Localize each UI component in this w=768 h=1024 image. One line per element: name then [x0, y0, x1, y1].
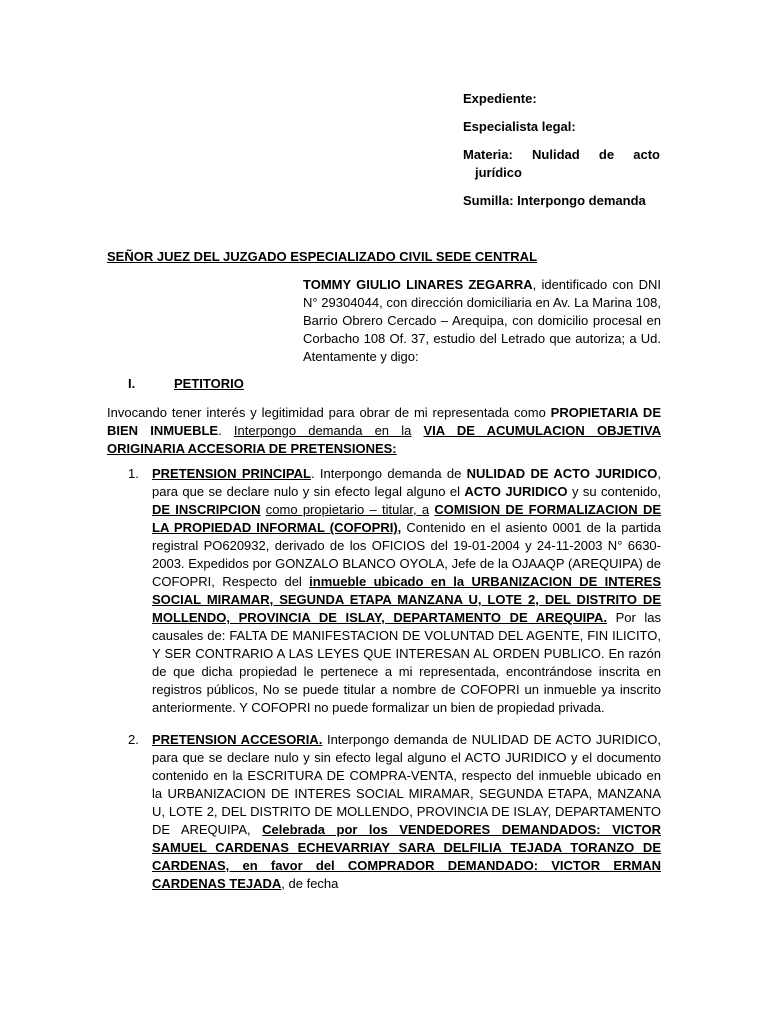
addressee-heading: SEÑOR JUEZ DEL JUZGADO ESPECIALIZADO CIVIL SEDE CENTRAL — [107, 249, 538, 264]
claim-bold-underline: COMISION DE FORMALIZACION DE LA PROPIEDAD INFORMAL (COFOPRI), — [152, 502, 662, 535]
intro-paragraph — [303, 276, 661, 366]
intro-text: , identificado con DNI N° 29304044, con dirección domiciliaria en Av. La Marina 108, Barrio Obrero Cercado – Arequipa, con domicilio procesal en Corbacho 108 Of. 37, estudio del Letrado que autoriza; a Ud. Atentamente y digo: — [303, 277, 661, 364]
section-title: PETITORIO — [174, 376, 244, 391]
materia-line-2: jurídico — [475, 165, 522, 180]
lead-bold-1: PROPIETARIA DE BIEN INMUEBLE — [107, 405, 661, 438]
claims-list — [128, 465, 661, 893]
claim-text: Interpongo demanda de NULIDAD DE ACTO JURIDICO, para que se declare nulo y sin efecto legal alguno el ACTO JURIDICO y el documento contenido en la ESCRITURA DE COMPRA-VENTA, respecto del inmueble ubicado en la URBANIZACION DE INTERES SOCIAL MIRAMAR, SEGUNDA ETAPA, MANZANA U, LOTE 2, DEL DISTRITO DE MOLLENDO, PROVINCIA DE ISLAY, DEPARTAMENTO DE AREQUIPA, — [152, 732, 661, 837]
claim-text: , para que se declare nulo y sin efecto legal alguno el — [152, 466, 662, 499]
claim-text: y su contenido, — [567, 484, 662, 499]
materia-label — [463, 146, 660, 182]
claim-bold-underline: DE INSCRIPCION — [152, 502, 261, 517]
sumilla-label: Sumilla: Interpongo demanda — [463, 193, 646, 208]
claim-text: Contenido en el asiento 0001 de la partida registral PO620932, derivado de los OFICIOS del 19-01-2004 y 24-11-2003 N° 6630-2003. Expedidos por GONZALO BLANCO OYOLA, Jefe de la OJAAQP (AREQUIPA) de COFOPRI, Respecto del — [152, 520, 661, 589]
lead-text-2: . — [218, 423, 234, 438]
lead-underline-1: Interpongo demanda en la — [233, 423, 412, 438]
list-item-principal-claim — [128, 465, 661, 717]
claim-underline: como propietario – titular, a — [265, 502, 430, 517]
claim-text: . Interpongo demanda de — [310, 466, 467, 481]
list-marker: 1. — [128, 466, 139, 481]
claim-bold: NULIDAD DE ACTO JURIDICO — [466, 466, 658, 481]
claim-text: , de fecha — [281, 876, 339, 891]
plaintiff-name: TOMMY GIULIO LINARES ZEGARRA — [303, 277, 533, 292]
claim-title: PRETENSION ACCESORIA. — [152, 732, 323, 747]
claim-title: PRETENSION PRINCIPAL — [152, 466, 311, 481]
materia-line-1: Materia: Nulidad de acto — [463, 147, 660, 162]
claim-bold-underline: inmueble ubicado en la URBANIZACION DE INTERES SOCIAL MIRAMAR, SEGUNDA ETAPA MANZANA U, LOTE 2, DEL DISTRITO DE MOLLENDO, PROVINCIA DE ISLAY, DEPARTAMENTO DE AREQUIPA. — [152, 574, 661, 625]
petitorio-lead-paragraph — [107, 404, 661, 458]
claim-bold-underline: Celebrada por los VENDEDORES DEMANDADOS: VICTOR SAMUEL CARDENAS ECHEVARRIAY SARA DELFILIA TEJADA TORANZO DE CARDENAS, en favor del COMPRADOR DEMANDADO: VICTOR ERMAN CARDENAS TEJADA — [152, 822, 662, 891]
lead-text-1: Invocando tener interés y legitimidad para obrar de mi representada como — [107, 405, 551, 420]
case-header — [463, 90, 660, 220]
claim-bold: ACTO JURIDICO — [464, 484, 568, 499]
expediente-label: Expediente: — [463, 91, 537, 106]
lead-text-3 — [411, 423, 423, 438]
section-number: I. — [128, 376, 136, 391]
lead-bold-underline-1: VIA DE ACUMULACION OBJETIVA ORIGINARIA ACCESORIA DE PRETENSIONES: — [107, 423, 661, 456]
section-heading — [128, 375, 328, 393]
list-marker: 2. — [128, 732, 139, 747]
especialista-label: Especialista legal: — [463, 119, 576, 134]
list-item-accessory-claim — [128, 731, 661, 893]
claim-text: Por las causales de: FALTA DE MANIFESTACION DE VOLUNTAD DEL AGENTE, FIN ILICITO, Y SER CONTRARIO A LAS LEYES QUE INTERESAN AL ORDEN PUBLICO. En razón de que dicha propiedad le pertenece a mi representada, encontrándose inscrita en registros públicos, No se puede titular a nombre de COFOPRI un inmueble ya inscrito anteriormente. Y COFOPRI no puede formalizar un bien de propiedad privada. — [152, 610, 662, 715]
